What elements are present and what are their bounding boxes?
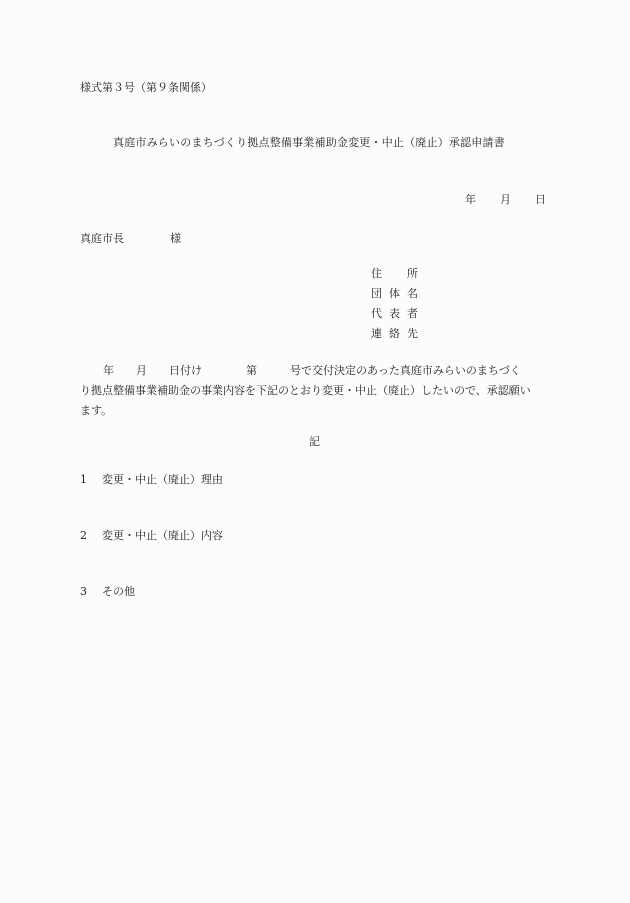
char: 表 (389, 307, 400, 320)
body-month: 月 (136, 364, 147, 377)
item-text: 変更・中止（廃止）理由 (102, 473, 223, 486)
addressee-honorific: 様 (170, 232, 181, 245)
date-line (465, 194, 546, 205)
body-line-2: り拠点整備事業補助金の事業内容を下記のとおり変更・中止（廃止）したいので、承認願い (80, 384, 531, 397)
item-number: 2 (80, 529, 87, 542)
form-number: 様式第３号（第９条関係） (80, 81, 212, 94)
body-line-1 (80, 361, 550, 381)
date-day-label: 日 (535, 193, 546, 206)
addressee (80, 233, 181, 244)
body-day: 日付け (169, 364, 202, 377)
char: 先 (407, 327, 418, 340)
body-paragraph (80, 361, 550, 421)
item-number: 1 (80, 473, 87, 486)
item-change-reason (80, 474, 223, 485)
applicant-representative-label (371, 308, 418, 328)
char: 連 (371, 327, 382, 340)
body-dai: 第 (246, 364, 257, 377)
char: 者 (407, 307, 418, 320)
char: 団 (371, 287, 382, 300)
date-year-label: 年 (465, 193, 476, 206)
char: 所 (407, 267, 418, 280)
item-other (80, 586, 135, 597)
item-text: 変更・中止（廃止）内容 (102, 529, 223, 542)
addressee-name: 真庭市長 (80, 232, 124, 245)
document-title: 真庭市みらいのまちづくり拠点整備事業補助金変更・中止（廃止）承認申請書 (113, 136, 505, 149)
body-go: 号で交付決定のあった真庭市みらいのまちづく (290, 364, 521, 377)
body-line-3: ます。 (80, 404, 113, 417)
applicant-address-label (371, 268, 418, 288)
item-change-content (80, 530, 223, 541)
date-month-label: 月 (500, 193, 511, 206)
char: 名 (407, 287, 418, 300)
applicant-contact-label (371, 328, 418, 348)
body-year: 年 (103, 364, 114, 377)
char: 住 (371, 267, 382, 280)
applicant-fields (371, 268, 418, 348)
item-text: その他 (102, 585, 135, 598)
applicant-organization-label (371, 288, 418, 308)
char: 代 (371, 307, 382, 320)
ki-heading: 記 (309, 435, 320, 448)
item-number: 3 (80, 585, 87, 598)
char: 体 (389, 287, 400, 300)
char: 絡 (389, 327, 400, 340)
